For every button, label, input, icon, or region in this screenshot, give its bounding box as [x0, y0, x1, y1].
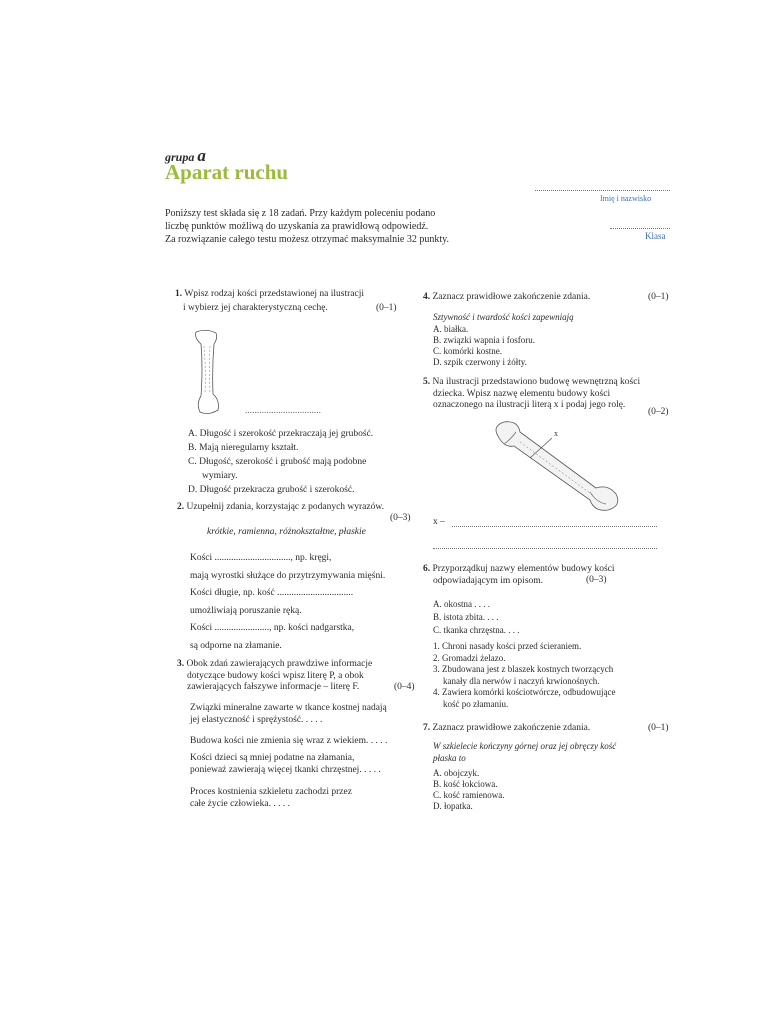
q4-stem: Sztywność i twardość kości zapewniają [433, 312, 574, 322]
question-2: 2. Uzupełnij zdania, korzystając z podanych wyrazów. [177, 502, 384, 512]
class-line [610, 228, 670, 229]
q5-answer-line-2[interactable] [433, 548, 657, 549]
q5-answer-prefix: x – [433, 517, 445, 527]
q6-points: (0–3) [586, 575, 607, 585]
name-line [535, 190, 670, 191]
q6-elements[interactable]: A. okostna . . . . B. istota zbita. . . . C. tkanka chrzęstna. . . . [433, 599, 520, 635]
q4-points: (0–1) [648, 292, 669, 302]
q3-statement-2[interactable]: Budowa kości nie zmienia się wraz z wiekiem. . . . . [190, 736, 388, 746]
x-marker: x [554, 429, 558, 438]
q1-answer-line[interactable]: ................................ [245, 406, 321, 416]
q5-points: (0–2) [648, 407, 669, 417]
question-7: 7. Zaznacz prawidłowe zakończenie zdania. [423, 723, 591, 733]
q7-options: A. obojczyk. B. kość łokciowa. C. kość ramienowa. D. łopatka. [433, 768, 505, 811]
q6-descriptions: 1. Chroni nasady kości przed ścieraniem. 2. Gromadzi żelazo. 3. Zbudowana jest z blaszek kostnych tworzących kanały dla nerwów i naczyń krwionośnych. 4. Zawiera komórki kościotwórcze, odbudowujące kość po złamaniu. [433, 641, 616, 709]
question-1: 1. Wpisz rodzaj kości przedstawionej na ilustracji i wybierz jej charakterystyczną cechę. [175, 289, 364, 313]
q5-answer-line-1[interactable] [452, 526, 657, 527]
group-letter: a [197, 146, 206, 165]
intro-text: Poniższy test składa się z 18 zadań. Przy każdym poleceniu podano liczbę punktów możliwą do uzyskania za prawidłową odpowiedź. Za rozwiązanie całego testu możesz otrzymać maksymalnie 32 punkty. [165, 208, 449, 245]
question-4: 4. Zaznacz prawidłowe zakończenie zdania. [423, 292, 591, 302]
q4-options: A. białka. B. związki wapnia i fosforu. C. komórki kostne. D. szpik czerwony i żółty. [433, 324, 535, 367]
question-3: 3. Obok zdań zawierających prawdziwe informacje dotyczące budowy kości wpisz literę P, a obok zawierających fałszywe informacje – literę F. [177, 659, 373, 692]
q2-word-bank: krótkie, ramienna, różnokształtne, płaskie [207, 527, 366, 537]
class-label: Klasa [645, 231, 666, 241]
q7-stem: W szkielecie kończyny górnej oraz jej obręczy kość płaska to [433, 741, 617, 763]
q3-statement-4[interactable]: Proces kostnienia szkieletu zachodzi przez całe życie człowieka. . . . . [190, 787, 352, 809]
name-label: Imię i nazwisko [600, 194, 652, 203]
question-6: 6. Przyporządkuj nazwy elementów budowy kości odpowiadającym im opisom. [423, 564, 615, 586]
q3-statement-3[interactable]: Kości dzieci są mniej podatne na złamania, ponieważ zawierają więcej tkanki chrzęstnej. . . . . [190, 753, 381, 775]
group-label: grupa a [165, 146, 206, 165]
q7-points: (0–1) [648, 723, 669, 733]
q1-options: A. Długość i szerokość przekraczają jej grubość. B. Mają nieregularny kształt. C. Długość, szerokość i grubość mają podobne wymiary. D. Długość przekracza grubość i szerokość. [188, 429, 374, 495]
q3-points: (0–4) [394, 682, 415, 692]
q1-points: (0–1) [376, 303, 397, 313]
q2-fill-lines[interactable]: Kości ................................, np. kręgi, mają wyrostki służące do przytrzymywania mięśni. Kości długie, np. kość ................................ umożliwiają poruszanie ręką. Kości ......................., np. kości nadgarstka, są odporne na złamanie. [190, 553, 386, 651]
child-bone-illustration [490, 418, 630, 514]
question-5: 5. Na ilustracji przedstawiono budowę wewnętrzną kości dziecka. Wpisz nazwę elementu budowy kości oznaczonego na ilustracji literą x i podaj jego rolę. [423, 377, 641, 410]
q3-statement-1[interactable]: Związki mineralne zawarte w tkance kostnej nadają jej elastyczność i sprężystość. . . . . [190, 703, 387, 725]
page-title: Aparat ruchu [165, 160, 289, 184]
q2-points: (0–3) [390, 513, 411, 523]
long-bone-illustration [188, 328, 230, 416]
